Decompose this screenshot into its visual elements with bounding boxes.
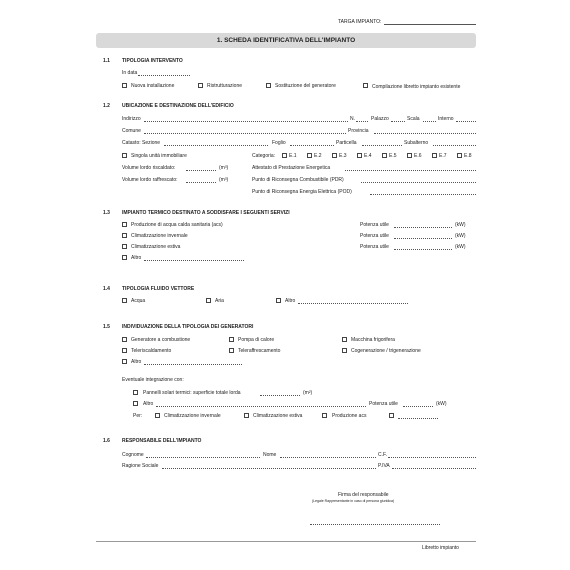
signature-title: Firma del responsabile: [338, 492, 389, 498]
field-label: Potenza utile: [360, 233, 389, 239]
tax-code-field[interactable]: [388, 457, 476, 458]
field-label: P.IVA: [378, 463, 390, 469]
unit-label: (kW): [436, 401, 447, 407]
field-label: Catasto: Sezione: [122, 140, 161, 146]
checkbox[interactable]: [432, 153, 437, 158]
foglio-field[interactable]: [290, 145, 334, 146]
checkbox[interactable]: [332, 153, 337, 158]
unit-label: (m³): [219, 177, 229, 183]
footer-divider: [96, 541, 476, 542]
checkbox[interactable]: [322, 413, 327, 418]
integration-power-field[interactable]: [403, 406, 433, 407]
option-label: Compilazione libretto impianto esistente: [372, 84, 461, 90]
signature-subtitle: (Legale Rappresentante in caso di persona giuridica): [312, 499, 395, 503]
company-field[interactable]: [162, 468, 376, 469]
checkbox[interactable]: [122, 255, 127, 260]
option-label: Altro: [131, 255, 142, 261]
option-label: E.3: [339, 153, 347, 159]
field-label: Foglio: [272, 140, 286, 146]
other-generator-field[interactable]: [144, 364, 242, 365]
field-label: Volume lordo riscaldato:: [122, 165, 176, 171]
targa-field[interactable]: [384, 24, 476, 25]
checkbox[interactable]: [244, 413, 249, 418]
field-label: Interno: [438, 116, 454, 122]
field-label: Categoria:: [252, 153, 276, 159]
option-label: E.6: [414, 153, 422, 159]
field-label: Punto di Riconsegna Combustibile (PDR): [252, 177, 344, 183]
form-title: 1. SCHEDA IDENTIFICATIVA DELL'IMPIANTO: [216, 37, 356, 44]
option-label: E.4: [364, 153, 372, 159]
other-field[interactable]: [144, 260, 244, 261]
interno-field[interactable]: [456, 121, 476, 122]
checkbox[interactable]: [342, 348, 347, 353]
checkbox[interactable]: [357, 153, 362, 158]
checkbox[interactable]: [122, 298, 127, 303]
checkbox[interactable]: [122, 233, 127, 238]
checkbox[interactable]: [276, 298, 281, 303]
field-label: Scala: [407, 116, 420, 122]
checkbox[interactable]: [133, 390, 138, 395]
form-title-banner: [96, 33, 476, 48]
field-label: Ragione Sociale: [122, 463, 159, 469]
checkbox[interactable]: [122, 153, 127, 158]
section-heading: RESPONSABILE DELL'IMPIANTO: [122, 438, 202, 444]
field-label: Punto di Riconsegna Energia Elettrica (POD): [252, 189, 352, 195]
pod-field[interactable]: [370, 194, 476, 195]
ape-field[interactable]: [345, 170, 476, 171]
solar-area-field[interactable]: [260, 395, 300, 396]
checkbox[interactable]: [122, 337, 127, 342]
other-integration-field[interactable]: [156, 406, 366, 407]
field-label: N.: [350, 116, 355, 122]
volume-cooled-field[interactable]: [186, 182, 216, 183]
checkbox[interactable]: [363, 83, 368, 88]
option-label: Climatizzazione estiva: [253, 413, 303, 419]
footer-label: Libretto impianto: [422, 545, 459, 551]
section-heading: UBICAZIONE E DESTINAZIONE DELL'EDIFICIO: [122, 103, 234, 109]
volume-heated-field[interactable]: [186, 170, 216, 171]
in-data-label: In data: [122, 70, 138, 76]
option-label: E.5: [389, 153, 397, 159]
checkbox[interactable]: [342, 337, 347, 342]
section-number: 1.6: [103, 438, 110, 444]
option-label: Teleraffrescamento: [238, 348, 281, 354]
checkbox[interactable]: [122, 348, 127, 353]
checkbox[interactable]: [155, 413, 160, 418]
option-label: Produzione di acqua calda sanitaria (acs): [131, 222, 223, 228]
checkbox[interactable]: [389, 413, 394, 418]
section-number: 1.4: [103, 286, 110, 292]
checkbox[interactable]: [198, 83, 203, 88]
checkbox[interactable]: [122, 83, 127, 88]
option-label: Generatore a combustione: [131, 337, 191, 343]
scala-field[interactable]: [423, 121, 436, 122]
option-label: Aria: [215, 298, 224, 304]
checkbox[interactable]: [382, 153, 387, 158]
checkbox[interactable]: [307, 153, 312, 158]
palazzo-field[interactable]: [391, 121, 405, 122]
section-number: 1.2: [103, 103, 110, 109]
option-label: Climatizzazione invernale: [164, 413, 221, 419]
option-label: Singola unità immobiliare: [131, 153, 187, 159]
option-label: Acqua: [131, 298, 146, 304]
unit-label: (m²): [303, 390, 313, 396]
field-label: Subalterno: [404, 140, 429, 146]
option-label: Pompa di calore: [238, 337, 275, 343]
option-label: Climatizzazione estiva: [131, 244, 181, 250]
sezione-field[interactable]: [164, 145, 268, 146]
unit-label: (kW): [455, 222, 466, 228]
signature-field[interactable]: [310, 524, 440, 525]
option-label: Teleriscaldamento: [131, 348, 172, 354]
field-label: Comune: [122, 128, 141, 134]
checkbox[interactable]: [206, 298, 211, 303]
option-label: Altro: [143, 401, 154, 407]
option-label: E.7: [439, 153, 447, 159]
checkbox[interactable]: [122, 222, 127, 227]
checkbox[interactable]: [122, 244, 127, 249]
pdr-field[interactable]: [361, 182, 476, 183]
section-heading: TIPOLOGIA FLUIDO VETTORE: [122, 286, 195, 292]
power-field[interactable]: [394, 249, 452, 250]
in-data-field[interactable]: [138, 75, 190, 76]
option-label: Altro: [131, 359, 142, 365]
option-label: Produzione acs: [332, 413, 367, 419]
unit-label: (m³): [219, 165, 229, 171]
field-label: Indirizzo: [122, 116, 141, 122]
section-number: 1.3: [103, 210, 110, 216]
checkbox[interactable]: [266, 83, 271, 88]
checkbox[interactable]: [282, 153, 287, 158]
checkbox[interactable]: [229, 348, 234, 353]
checkbox[interactable]: [122, 359, 127, 364]
comune-field[interactable]: [144, 133, 346, 134]
field-label: Nome: [263, 452, 277, 458]
option-label: E.1: [289, 153, 297, 159]
option-label: Cogenerazione / trigenerazione: [351, 348, 421, 354]
unit-label: (kW): [455, 233, 466, 239]
field-label: Potenza utile: [360, 244, 389, 250]
option-label: Sostituzione del generatore: [275, 83, 336, 89]
other-fluid-field[interactable]: [298, 303, 408, 304]
checkbox[interactable]: [407, 153, 412, 158]
targa-label: TARGA IMPIANTO:: [338, 19, 382, 25]
checkbox[interactable]: [133, 401, 138, 406]
option-label: E.2: [314, 153, 322, 159]
option-label: Nuova installazione: [131, 83, 175, 89]
option-label: E.8: [464, 153, 472, 159]
field-label: Per:: [133, 413, 143, 419]
field-label: Volume lordo raffrescato:: [122, 177, 178, 183]
checkbox[interactable]: [457, 153, 462, 158]
vat-field[interactable]: [392, 468, 476, 469]
provincia-field[interactable]: [374, 133, 476, 134]
power-field[interactable]: [394, 238, 452, 239]
field-label: C.F.: [378, 452, 387, 458]
name-field[interactable]: [280, 457, 376, 458]
field-label: Provincia: [348, 128, 369, 134]
power-field[interactable]: [394, 227, 452, 228]
field-label: Attestato di Prestazione Energetica: [252, 165, 331, 171]
field-label: Particella: [336, 140, 357, 146]
checkbox[interactable]: [229, 337, 234, 342]
field-label: Potenza utile: [369, 401, 398, 407]
surname-field[interactable]: [146, 457, 260, 458]
field-label: Cognome: [122, 452, 144, 458]
other-use-field[interactable]: [398, 418, 438, 419]
section-number: 1.1: [103, 58, 110, 64]
option-label: Pannelli solari termici: superficie totale lorda: [143, 390, 241, 396]
address-field[interactable]: [144, 121, 348, 122]
section-heading: TIPOLOGIA INTERVENTO: [122, 58, 183, 64]
field-label: Palazzo: [371, 116, 389, 122]
option-label: Ristrutturazione: [207, 83, 243, 89]
option-label: Macchina frigorifera: [351, 337, 395, 343]
section-number: 1.5: [103, 324, 110, 330]
unit-label: (kW): [455, 244, 466, 250]
number-field[interactable]: [356, 121, 368, 122]
option-label: Climatizzazione invernale: [131, 233, 188, 239]
section-heading: INDIVIDUAZIONE DELLA TIPOLOGIA DEI GENERATORI: [122, 324, 254, 330]
field-label: Potenza utile: [360, 222, 389, 228]
field-label: Eventuale integrazione con:: [122, 377, 184, 383]
subalterno-field[interactable]: [433, 145, 476, 146]
option-label: Altro: [285, 298, 296, 304]
section-heading: IMPIANTO TERMICO DESTINATO A SODDISFARE I SEGUENTI SERVIZI: [122, 210, 290, 216]
particella-field[interactable]: [362, 145, 402, 146]
